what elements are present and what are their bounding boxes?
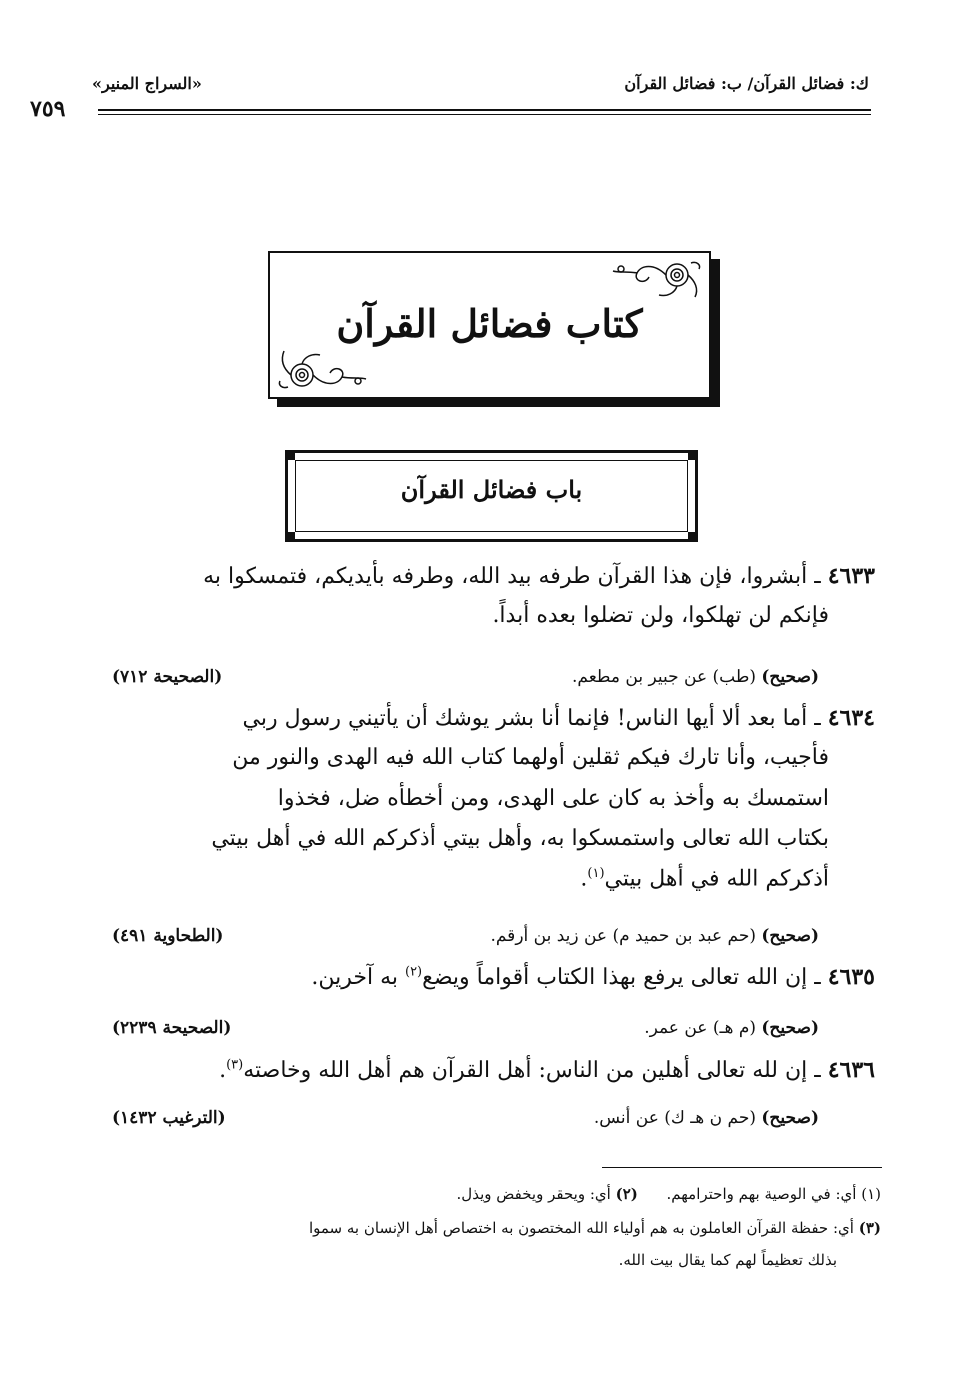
hadith-text: أما بعد ألا أيها الناس! فإنما أنا بشر يوشك أن يأتيني رسول ربي (242, 706, 808, 731)
footnote-marker[interactable]: (١) (587, 866, 605, 881)
hadith-narrator: (طب) عن جبير بن مطعم. (572, 667, 756, 687)
footnote-text: أي: حفظة القرآن العاملون به هم أولياء الله المختصون به اختصاص أهل الإنسان به سموا (308, 1219, 854, 1237)
hadith-source (594, 1108, 819, 1128)
hadith-reference: (الطحاوية ٤٩١) (112, 926, 224, 946)
hadith-number: ٤٦٣٥ (827, 964, 875, 990)
chapter-title: باب فضائل القرآن (400, 475, 583, 504)
hadith-text: أبشروا، فإن هذا القرآن طرفه بيد الله، وطرفه بأيديكم، فتمسكوا به (203, 564, 808, 589)
corner-ornament (688, 532, 696, 540)
hadith-reference: (الصحيحة ٧١٢) (112, 667, 223, 687)
footnote-line (457, 1185, 881, 1203)
hadith-grade: (صحيح) (761, 926, 819, 946)
hadith-line (203, 563, 875, 589)
corner-ornament (287, 532, 295, 540)
book-title: كتاب فضائل القرآن (336, 301, 643, 346)
hadith-line (211, 826, 829, 851)
hadith-dash: ـ (807, 965, 821, 990)
footnote-marker[interactable]: (٢) (404, 964, 423, 980)
bottom-left-ornament-icon (274, 343, 370, 393)
running-header-chapter: ك: فضائل القرآن/ ب: فضائل القرآن (624, 74, 869, 93)
hadith-line (278, 786, 829, 811)
hadith-text: استمسك به وأخذ به كان على الهدى، ومن أخطأه ضل، فخذوا (277, 786, 829, 811)
footnote-number: (٣) (858, 1219, 881, 1237)
hadith-line (219, 1057, 875, 1083)
footnote-line (619, 1251, 837, 1269)
running-header-book: «السراج المنير» (92, 74, 202, 93)
footnote-separator (602, 1167, 882, 1168)
footnote-number: (١) (861, 1185, 881, 1203)
page-number: ٧٥٩ (30, 96, 66, 122)
hadith-source (572, 667, 819, 687)
hadith-text: إن لله تعالى أهلين من الناس: أهل القرآن هم أهل الله وخاصته (243, 1058, 808, 1083)
hadith-reference: (الترغيب ١٤٣٢) (112, 1108, 226, 1128)
hadith-text: به آخرين. (311, 965, 398, 990)
footnote-text: بذلك تعظيماً لهم كما يقال بيت الله. (618, 1251, 837, 1269)
hadith-grade: (صحيح) (761, 1018, 819, 1038)
hadith-line (311, 964, 875, 990)
hadith-number: ٤٦٣٣ (827, 563, 875, 589)
hadith-reference: (الصحيحة ٢٢٣٩) (112, 1018, 232, 1038)
hadith-number: ٤٦٣٤ (827, 705, 875, 731)
hadith-narrator: (م هـ) عن عمر. (644, 1018, 756, 1038)
footnote-text: أي: ويحقر ويخفض ويذل. (456, 1185, 611, 1203)
hadith-text: أذكركم الله في أهل بيتي (604, 866, 829, 892)
hadith-line: أذكركم الله في أهل بيتي$^{(١)}$. (580, 866, 829, 892)
hadith-text: إن الله تعالى يرفع بهذا الكتاب أقواماً ويضع (422, 965, 808, 990)
hadith-text: فأجيب، وأنا تارك فيكم ثقلين أولهما كتاب الله فيه الهدى والنور من (232, 745, 829, 770)
corner-ornament (688, 452, 696, 460)
hadith-line (243, 705, 876, 731)
hadith-text: بكتاب الله تعالى واستمسكوا به، وأهل بيتي أذكركم الله في أهل بيتي (211, 826, 829, 851)
chapter-title-box (285, 450, 698, 542)
hadith-narrator: (حم عبد بن حميد م) عن زيد بن أرقم. (490, 926, 756, 946)
footnote-line (309, 1219, 881, 1237)
corner-ornament (287, 452, 295, 460)
header-rule (98, 109, 871, 111)
hadith-dash: ـ (807, 1058, 821, 1083)
hadith-grade: (صحيح) (761, 667, 819, 687)
hadith-text: . (219, 1058, 227, 1083)
hadith-source (644, 1018, 819, 1038)
footnote-text: أي: في الوصية بهم واحترامهم. (666, 1185, 857, 1203)
footnote-number: (٢) (615, 1185, 638, 1203)
hadith-number: ٤٦٣٦ (827, 1057, 875, 1083)
header-rule-thin (98, 114, 871, 115)
hadith-dash: ـ (807, 564, 821, 589)
hadith-source (490, 926, 819, 946)
hadith-text: فإنكم لن تهلكوا، ولن تضلوا بعده أبداً. (492, 603, 829, 628)
hadith-grade: (صحيح) (761, 1108, 819, 1128)
hadith-dash: ـ (807, 706, 821, 731)
book-title-box (268, 251, 711, 399)
footnote-marker[interactable]: (٣) (226, 1057, 244, 1073)
hadith-line (232, 745, 829, 770)
top-right-ornament-icon (609, 257, 705, 301)
hadith-narrator: (حم ن هـ ك) عن أنس. (593, 1108, 756, 1128)
hadith-line (492, 603, 829, 628)
